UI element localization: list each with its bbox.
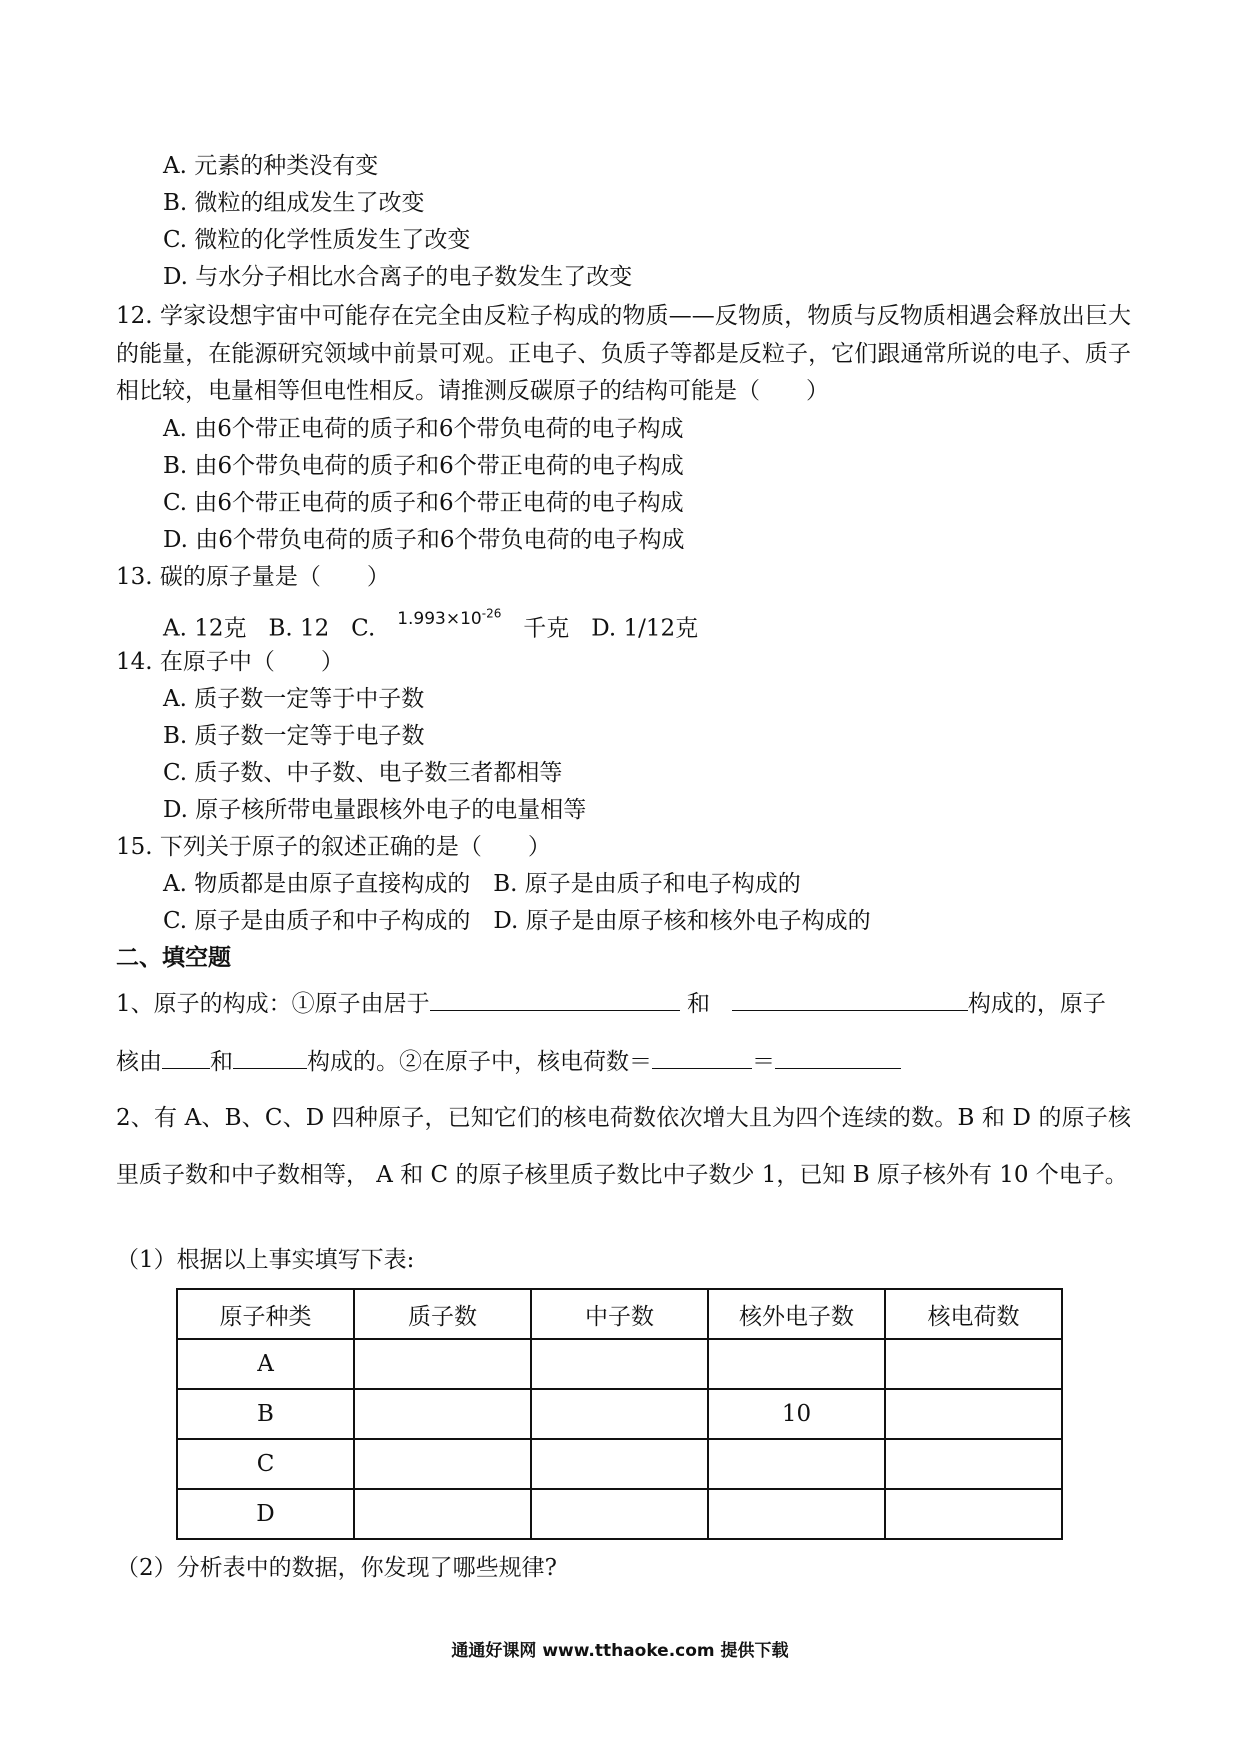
table-cell[interactable] bbox=[708, 1489, 885, 1539]
q13-options bbox=[163, 606, 699, 646]
fill1-text-4: 核由 bbox=[116, 1049, 162, 1075]
q14-option-a: A. 质子数一定等于中子数 bbox=[163, 686, 425, 712]
fill1-line1 bbox=[116, 986, 1106, 1019]
table-cell[interactable] bbox=[354, 1389, 531, 1439]
q11-option-d: D. 与水分子相比水合离子的电子数发生了改变 bbox=[163, 264, 633, 290]
table-cell: A bbox=[177, 1339, 354, 1389]
fill1-text-5: 和 bbox=[210, 1049, 233, 1075]
table-cell[interactable] bbox=[354, 1439, 531, 1489]
q13-stem: 13. 碳的原子量是（ ） bbox=[116, 564, 390, 590]
table-cell[interactable] bbox=[531, 1389, 708, 1439]
fill1-text-1: 1、原子的构成：①原子由居于 bbox=[116, 991, 430, 1017]
table-header-cell: 核外电子数 bbox=[708, 1289, 885, 1339]
q13-option-c-value bbox=[397, 606, 502, 629]
table-cell[interactable] bbox=[708, 1439, 885, 1489]
fill2-subquestion-1: （1）根据以上事实填写下表: bbox=[116, 1247, 415, 1273]
q11-option-c: C. 微粒的化学性质发生了改变 bbox=[163, 227, 471, 253]
q15-options-row1: A. 物质都是由原子直接构成的 B. 原子是由质子和电子构成的 bbox=[163, 871, 801, 897]
fill1-text-2: 和 bbox=[686, 991, 710, 1017]
q12-option-a: A. 由6个带正电荷的质子和6个带负电荷的电子构成 bbox=[163, 416, 684, 442]
q12-option-b: B. 由6个带负电荷的质子和6个带正电荷的电子构成 bbox=[163, 453, 684, 479]
fill1-blank-5[interactable] bbox=[652, 1044, 752, 1069]
fill1-blank-3[interactable] bbox=[162, 1044, 210, 1069]
fill2-text: 2、有 A、B、C、D 四种原子，已知它们的核电荷数依次增大且为四个连续的数。B 和 D 的原子核里质子数和中子数相等， A 和 C 的原子核里质子数比中子数少 1，已知 B 原子核外有 10 个电子。 bbox=[116, 1105, 1131, 1188]
fill1-line2 bbox=[116, 1044, 901, 1077]
q13-option-c-unit: 千克 bbox=[523, 615, 570, 642]
table-cell: D bbox=[177, 1489, 354, 1539]
table-header-row bbox=[177, 1289, 1062, 1339]
table-header-cell: 核电荷数 bbox=[885, 1289, 1062, 1339]
q11-option-b: B. 微粒的组成发生了改变 bbox=[163, 190, 425, 216]
q14-option-c: C. 质子数、中子数、电子数三者都相等 bbox=[163, 760, 563, 786]
q14-stem: 14. 在原子中（ ） bbox=[116, 649, 344, 675]
table-row bbox=[177, 1389, 1062, 1439]
table-cell: B bbox=[177, 1389, 354, 1439]
table-cell[interactable] bbox=[885, 1489, 1062, 1539]
q13-option-b: B. 12 bbox=[268, 615, 330, 642]
table-header-cell: 中子数 bbox=[531, 1289, 708, 1339]
fill1-text-6: 构成的。②在原子中，核电荷数＝ bbox=[307, 1049, 652, 1075]
fill1-blank-2[interactable] bbox=[732, 986, 968, 1011]
table-row bbox=[177, 1489, 1062, 1539]
fill1-blank-1[interactable] bbox=[430, 986, 680, 1011]
table-header-cell: 原子种类 bbox=[177, 1289, 354, 1339]
table-cell[interactable] bbox=[531, 1339, 708, 1389]
fill1-blank-4[interactable] bbox=[233, 1044, 307, 1069]
q12-stem: 12. 学家设想宇宙中可能存在完全由反粒子构成的物质——反物质，物质与反物质相遇会释放出巨大的能量，在能源研究领域中前景可观。正电子、负质子等都是反粒子，它们跟通常所说的电子、质子相比较，电量相等但电性相反。请推测反碳原子的结构可能是（ ） bbox=[116, 303, 1131, 404]
table-cell[interactable] bbox=[354, 1489, 531, 1539]
q15-options-row2: C. 原子是由质子和中子构成的 D. 原子是由原子核和核外电子构成的 bbox=[163, 908, 871, 934]
q13-option-a: A. 12克 bbox=[163, 615, 247, 642]
q13-option-c-mantissa: 1.993×10 bbox=[397, 608, 482, 629]
fill1-text-3: 构成的，原子 bbox=[967, 991, 1106, 1017]
table-cell[interactable] bbox=[354, 1339, 531, 1389]
table-row bbox=[177, 1439, 1062, 1489]
section-title: 二、填空题 bbox=[116, 944, 231, 971]
table-cell: 10 bbox=[708, 1389, 885, 1439]
fill1-text-7: ＝ bbox=[752, 1049, 775, 1075]
q13-option-c-prefix: C. bbox=[351, 615, 376, 642]
table-cell[interactable] bbox=[708, 1339, 885, 1389]
fill2-subquestion-2: （2）分析表中的数据，你发现了哪些规律? bbox=[116, 1555, 557, 1581]
q13-option-c-exponent: -26 bbox=[481, 606, 502, 620]
fill1-blank-6[interactable] bbox=[775, 1044, 901, 1069]
q11-option-a: A. 元素的种类没有变 bbox=[163, 153, 379, 179]
table-cell: C bbox=[177, 1439, 354, 1489]
q14-option-d: D. 原子核所带电量跟核外电子的电量相等 bbox=[163, 797, 587, 823]
table-row bbox=[177, 1339, 1062, 1389]
atom-table bbox=[176, 1288, 1063, 1540]
q12-option-d: D. 由6个带负电荷的质子和6个带负电荷的电子构成 bbox=[163, 527, 685, 553]
table-cell[interactable] bbox=[885, 1389, 1062, 1439]
q14-option-b: B. 质子数一定等于电子数 bbox=[163, 723, 425, 749]
q13-option-d: D. 1/12克 bbox=[591, 615, 699, 642]
q15-stem: 15. 下列关于原子的叙述正确的是（ ） bbox=[116, 834, 551, 860]
table-cell[interactable] bbox=[531, 1439, 708, 1489]
table-header-cell: 质子数 bbox=[354, 1289, 531, 1339]
table-cell[interactable] bbox=[885, 1439, 1062, 1489]
table-cell[interactable] bbox=[531, 1489, 708, 1539]
table-cell[interactable] bbox=[885, 1339, 1062, 1389]
q12-option-c: C. 由6个带正电荷的质子和6个带正电荷的电子构成 bbox=[163, 490, 684, 516]
page-footer: 通通好课网 www.tthaoke.com 提供下载 bbox=[451, 1641, 789, 1661]
